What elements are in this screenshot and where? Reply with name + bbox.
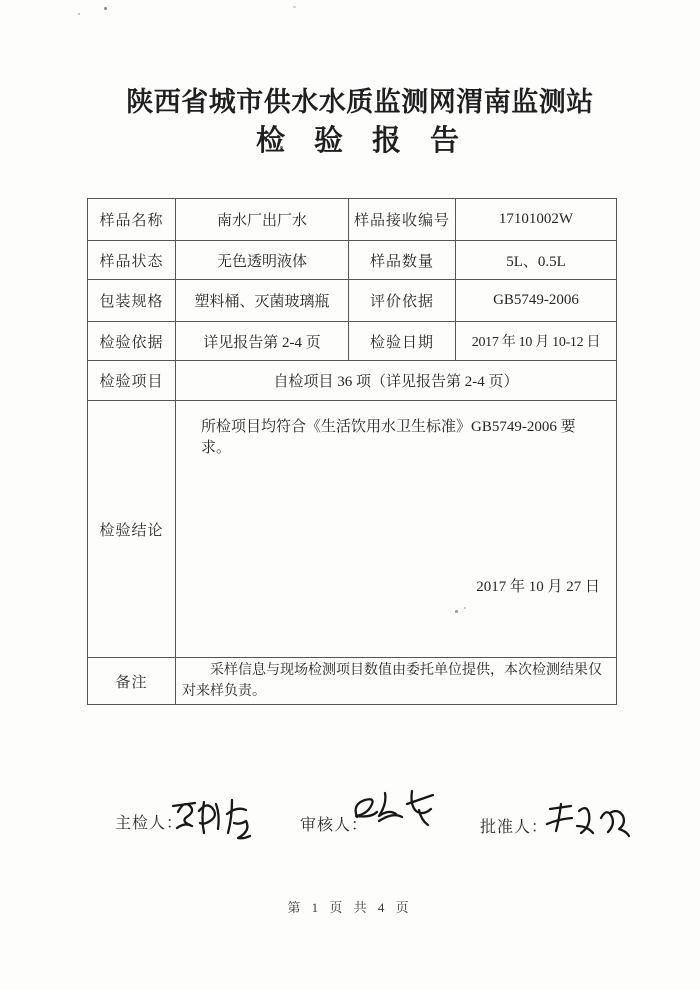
row-value: 塑料桶、灭菌玻璃瓶 — [176, 280, 349, 322]
row-label: 包装规格 — [88, 280, 176, 322]
row-value: GB5749-2006 — [456, 280, 617, 322]
scan-speck — [78, 13, 80, 15]
table-row-inspection-basis — [88, 322, 617, 361]
scan-speck — [293, 6, 296, 8]
row-label: 样品接收编号 — [349, 199, 456, 241]
conclusion-date: 2017 年 10 月 27 日 — [476, 579, 600, 595]
table-row-conclusion — [88, 401, 617, 658]
row-value: 无色透明液体 — [176, 241, 349, 280]
row-label: 评价依据 — [349, 280, 456, 322]
table-row-sample-state — [88, 241, 617, 280]
row-label: 备注 — [88, 658, 176, 705]
conclusion-cell — [176, 401, 617, 658]
reviewer-label: 审核人： — [300, 817, 369, 834]
reviewer-signature-handwriting-icon — [348, 785, 440, 841]
scan-speck — [104, 7, 107, 10]
row-label: 检验依据 — [88, 322, 176, 361]
row-label: 检验项目 — [88, 361, 176, 401]
table-row-packaging — [88, 280, 617, 322]
approver-label: 批准人： — [480, 819, 549, 836]
row-value: 南水厂出厂水 — [176, 199, 349, 241]
report-subtitle: 检验报告 — [255, 125, 488, 157]
info-table — [87, 198, 617, 705]
table-row-sample-name — [88, 199, 617, 241]
row-label: 样品状态 — [88, 241, 176, 280]
row-value: 5L、0.5L — [456, 241, 617, 280]
page-title: 陕西省城市供水水质监测网渭南监测站 — [126, 87, 594, 117]
row-value: 17101002W — [456, 199, 617, 241]
page-footer: 第 1 页 共 4 页 — [287, 900, 413, 915]
remark-cell — [176, 658, 617, 705]
conclusion-text: 所检项目均符合《生活饮用水卫生标准》GB5749-2006 要求。 — [201, 419, 576, 456]
inspector-label: 主检人： — [115, 815, 184, 832]
row-value: 2017 年 10 月 10-12 日 — [456, 322, 617, 361]
table-row-inspection-items — [88, 361, 617, 401]
approver-signature-handwriting-icon — [543, 796, 631, 852]
remark-text: 采样信息与现场检测项目数值由委托单位提供，本次检测结果仅对来样负责。 — [182, 663, 602, 699]
row-label: 检验日期 — [349, 322, 456, 361]
inspection-items-value: 自检项目 36 项（详见报告第 2-4 页） — [176, 361, 617, 401]
row-label: 样品名称 — [88, 199, 176, 241]
table-row-remark — [88, 658, 617, 705]
row-label: 检验结论 — [88, 401, 176, 658]
inspector-signature-handwriting-icon — [170, 792, 258, 848]
row-label: 样品数量 — [349, 241, 456, 280]
row-value: 详见报告第 2-4 页 — [176, 322, 349, 361]
